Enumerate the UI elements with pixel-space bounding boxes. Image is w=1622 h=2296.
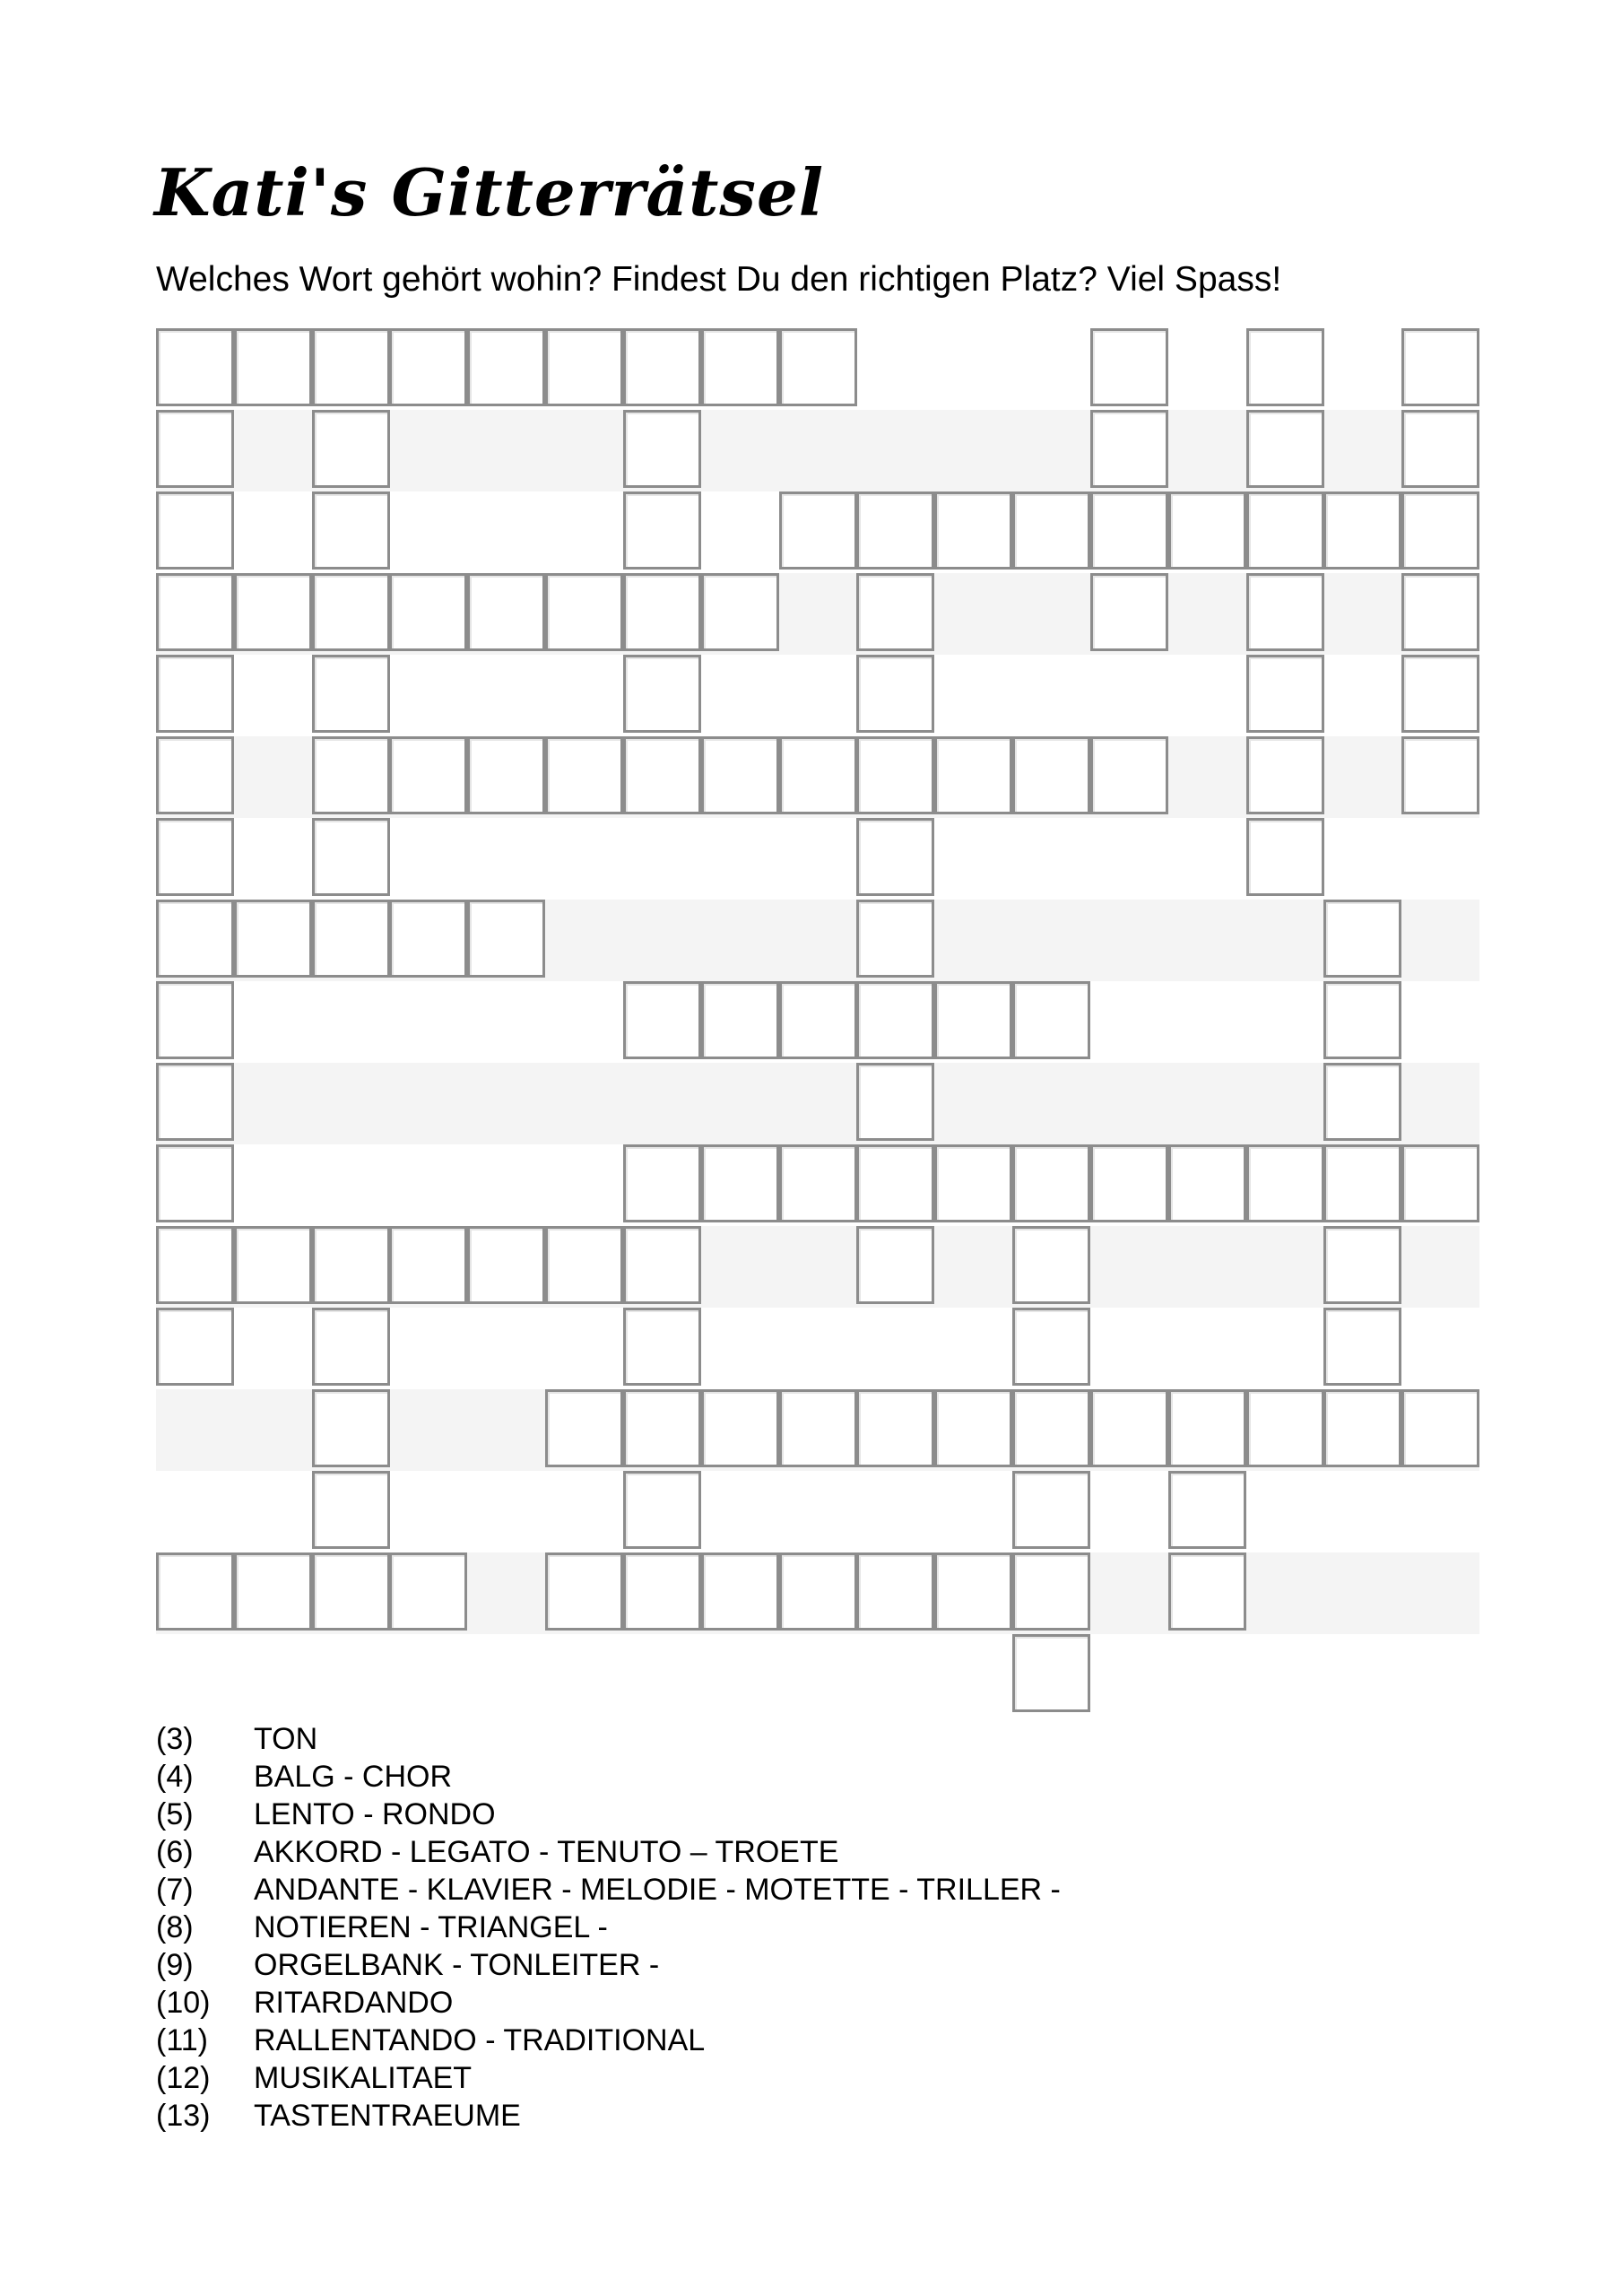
grid-cell[interactable] [545, 328, 623, 406]
grid-cell[interactable] [312, 818, 390, 896]
grid-cell[interactable] [1323, 491, 1401, 570]
word-length-label: (7) [156, 1873, 194, 1907]
grid-cell[interactable] [156, 736, 234, 814]
grid-cell[interactable] [856, 655, 934, 733]
grid-cell[interactable] [779, 736, 857, 814]
grid-cell[interactable] [623, 1226, 701, 1304]
word-length-label: (10) [156, 1986, 211, 2020]
grid-cell[interactable] [623, 736, 701, 814]
word-length-label: (4) [156, 1760, 194, 1794]
instructions-text: Welches Wort gehört wohin? Findest Du den richtigen Platz? Viel Spass! [156, 260, 1282, 299]
grid-cell[interactable] [389, 736, 467, 814]
grid-cell[interactable] [1090, 410, 1168, 488]
grid-cell[interactable] [467, 1226, 545, 1304]
grid-cell[interactable] [701, 1144, 779, 1222]
grid-cell[interactable] [1090, 736, 1168, 814]
grid-cell[interactable] [1168, 491, 1246, 570]
grid-cell[interactable] [623, 573, 701, 651]
word-length-label: (12) [156, 2061, 211, 2095]
grid-cell[interactable] [623, 655, 701, 733]
word-list-words: LENTO - RONDO [254, 1797, 496, 1831]
word-list-words: ORGELBANK - TONLEITER - [254, 1948, 660, 1982]
grid-cell[interactable] [856, 981, 934, 1059]
grid-cell[interactable] [934, 1389, 1012, 1467]
grid-cell[interactable] [934, 981, 1012, 1059]
grid-cell[interactable] [1012, 1226, 1090, 1304]
grid-cell[interactable] [312, 655, 390, 733]
grid-cell[interactable] [1246, 655, 1324, 733]
grid-cell[interactable] [779, 491, 857, 570]
grid-cell[interactable] [156, 655, 234, 733]
grid-cell[interactable] [856, 491, 934, 570]
grid-cell[interactable] [156, 1063, 234, 1141]
grid-cell[interactable] [623, 1308, 701, 1386]
grid-cell[interactable] [1401, 736, 1479, 814]
grid-cell[interactable] [701, 1389, 779, 1467]
grid-cell[interactable] [156, 491, 234, 570]
grid-cell[interactable] [623, 491, 701, 570]
word-length-label: (5) [156, 1797, 194, 1831]
grid-cell[interactable] [312, 1226, 390, 1304]
grid-cell[interactable] [545, 1389, 623, 1467]
word-length-label: (3) [156, 1722, 194, 1756]
grid-cell[interactable] [312, 491, 390, 570]
word-length-label: (11) [156, 2023, 208, 2057]
grid-cell[interactable] [934, 491, 1012, 570]
grid-cell[interactable] [1090, 1144, 1168, 1222]
grid-cell[interactable] [1401, 410, 1479, 488]
grid-cell[interactable] [1168, 1389, 1246, 1467]
grid-cell[interactable] [389, 573, 467, 651]
grid-cell[interactable] [1246, 573, 1324, 651]
grid-cell[interactable] [467, 328, 545, 406]
grid-cell[interactable] [1012, 491, 1090, 570]
word-list-words: BALG - CHOR [254, 1760, 453, 1794]
grid-cell[interactable] [1246, 1389, 1324, 1467]
grid-cell[interactable] [1401, 491, 1479, 570]
grid-cell[interactable] [779, 328, 857, 406]
grid-cell[interactable] [1012, 1471, 1090, 1549]
grid-cell[interactable] [856, 818, 934, 896]
grid-cell[interactable] [856, 573, 934, 651]
grid-cell[interactable] [312, 900, 390, 978]
grid-cell[interactable] [856, 1389, 934, 1467]
grid-cell[interactable] [156, 1552, 234, 1631]
grid-cell[interactable] [389, 328, 467, 406]
grid-cell[interactable] [856, 900, 934, 978]
grid-cell[interactable] [701, 1552, 779, 1631]
grid-cell[interactable] [934, 1552, 1012, 1631]
word-list-words: NOTIEREN - TRIANGEL - [254, 1910, 608, 1944]
grid-cell[interactable] [1168, 1144, 1246, 1222]
grid-cell[interactable] [312, 328, 390, 406]
grid-cell[interactable] [156, 328, 234, 406]
grid-cell[interactable] [156, 818, 234, 896]
grid-cell[interactable] [1323, 981, 1401, 1059]
grid-cell[interactable] [623, 1389, 701, 1467]
grid-cell[interactable] [1323, 900, 1401, 978]
grid-cell[interactable] [1401, 328, 1479, 406]
word-length-label: (6) [156, 1835, 194, 1869]
word-list-words: RALLENTANDO - TRADITIONAL [254, 2023, 706, 2057]
grid-cell[interactable] [1090, 1389, 1168, 1467]
grid-cell[interactable] [156, 900, 234, 978]
grid-cell[interactable] [1401, 1144, 1479, 1222]
grid-cell[interactable] [934, 1144, 1012, 1222]
grid-cell[interactable] [545, 1226, 623, 1304]
grid-cell[interactable] [156, 981, 234, 1059]
grid-cell[interactable] [623, 1471, 701, 1549]
grid-cell[interactable] [467, 573, 545, 651]
grid-cell[interactable] [1323, 1063, 1401, 1141]
grid-cell[interactable] [934, 736, 1012, 814]
grid-cell[interactable] [1323, 1389, 1401, 1467]
grid-cell[interactable] [545, 736, 623, 814]
grid-cell[interactable] [856, 1552, 934, 1631]
grid-cell[interactable] [701, 981, 779, 1059]
grid-cell[interactable] [1012, 736, 1090, 814]
grid-cell[interactable] [234, 573, 312, 651]
grid-cell[interactable] [701, 573, 779, 651]
grid-cell[interactable] [1012, 1552, 1090, 1631]
grid-cell[interactable] [467, 900, 545, 978]
word-length-label: (8) [156, 1910, 194, 1944]
grid-cell[interactable] [623, 1144, 701, 1222]
grid-cell[interactable] [701, 736, 779, 814]
grid-cell[interactable] [856, 1144, 934, 1222]
grid-cell[interactable] [1246, 736, 1324, 814]
grid-cell[interactable] [1090, 328, 1168, 406]
grid-cell[interactable] [623, 981, 701, 1059]
grid-cell[interactable] [1168, 1552, 1246, 1631]
grid-cell[interactable] [779, 1552, 857, 1631]
grid-cell[interactable] [1401, 1389, 1479, 1467]
grid-cell[interactable] [1246, 410, 1324, 488]
grid-cell[interactable] [312, 736, 390, 814]
grid-cell[interactable] [1090, 491, 1168, 570]
grid-cell[interactable] [1246, 328, 1324, 406]
grid-cell[interactable] [1246, 818, 1324, 896]
grid-cell[interactable] [856, 1226, 934, 1304]
grid-cell[interactable] [312, 1308, 390, 1386]
grid-cell[interactable] [389, 900, 467, 978]
grid-cell[interactable] [1012, 981, 1090, 1059]
grid-cell[interactable] [779, 1144, 857, 1222]
grid-cell[interactable] [156, 1226, 234, 1304]
grid-cell[interactable] [156, 573, 234, 651]
grid-cell[interactable] [156, 1308, 234, 1386]
page-title: Kati's Gitterrätsel [154, 154, 825, 230]
grid-cell[interactable] [1323, 1226, 1401, 1304]
grid-cell[interactable] [701, 328, 779, 406]
grid-cell[interactable] [1401, 655, 1479, 733]
grid-cell[interactable] [545, 573, 623, 651]
grid-cell[interactable] [312, 573, 390, 651]
grid-cell[interactable] [779, 981, 857, 1059]
grid-cell[interactable] [312, 1389, 390, 1467]
word-length-label: (13) [156, 2099, 211, 2133]
grid-cell[interactable] [1246, 1144, 1324, 1222]
grid-cell[interactable] [623, 410, 701, 488]
grid-cell[interactable] [1401, 573, 1479, 651]
grid-cell[interactable] [312, 1552, 390, 1631]
grid-cell[interactable] [234, 1226, 312, 1304]
word-list-words: MUSIKALITAET [254, 2061, 473, 2095]
grid-cell[interactable] [1323, 1308, 1401, 1386]
word-list-words: TASTENTRAEUME [254, 2099, 521, 2133]
shaded-row-band [156, 1063, 1479, 1144]
grid-cell[interactable] [1012, 1634, 1090, 1712]
grid-cell[interactable] [1168, 1471, 1246, 1549]
grid-cell[interactable] [545, 1552, 623, 1631]
crossword-grid [156, 328, 1479, 1719]
grid-cell[interactable] [156, 410, 234, 488]
grid-cell[interactable] [389, 1552, 467, 1631]
word-list-words: TON [254, 1722, 318, 1756]
grid-cell[interactable] [234, 1552, 312, 1631]
grid-cell[interactable] [156, 1144, 234, 1222]
grid-cell[interactable] [1012, 1389, 1090, 1467]
grid-cell[interactable] [856, 1063, 934, 1141]
grid-cell[interactable] [1246, 491, 1324, 570]
grid-cell[interactable] [467, 736, 545, 814]
grid-cell[interactable] [623, 328, 701, 406]
grid-cell[interactable] [1090, 573, 1168, 651]
grid-cell[interactable] [312, 410, 390, 488]
grid-cell[interactable] [234, 900, 312, 978]
word-list-words: RITARDANDO [254, 1986, 454, 2020]
word-list-words: ANDANTE - KLAVIER - MELODIE - MOTETTE - TRILLER - [254, 1873, 1061, 1907]
grid-cell[interactable] [856, 736, 934, 814]
word-list-words: AKKORD - LEGATO - TENUTO – TROETE [254, 1835, 839, 1869]
grid-cell[interactable] [1012, 1144, 1090, 1222]
grid-cell[interactable] [1012, 1308, 1090, 1386]
grid-cell[interactable] [779, 1389, 857, 1467]
word-length-label: (9) [156, 1948, 194, 1982]
grid-cell[interactable] [1323, 1144, 1401, 1222]
grid-cell[interactable] [234, 328, 312, 406]
grid-cell[interactable] [623, 1552, 701, 1631]
grid-cell[interactable] [389, 1226, 467, 1304]
grid-cell[interactable] [312, 1471, 390, 1549]
